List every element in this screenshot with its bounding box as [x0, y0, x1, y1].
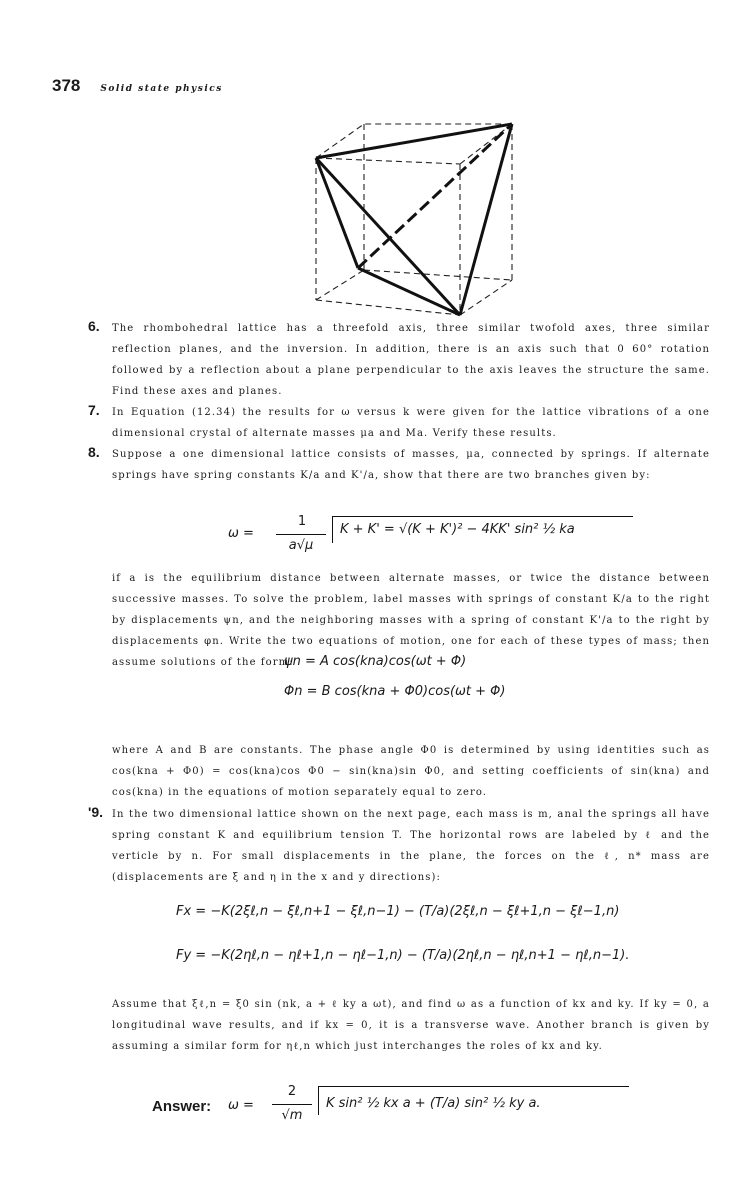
- rhombohedral-cube-icon: [300, 110, 530, 320]
- fraction-bar: [276, 534, 326, 535]
- problem-7: [88, 402, 710, 444]
- problem-number: 8.: [88, 444, 100, 460]
- problem-8: [88, 444, 710, 486]
- problem-text-intro: In the two dimensional lattice shown on the next page, each mass is m, anal the springs all have spring constant K and equilibrium tension T. The horizontal rows are labeled by ℓ and the verticle by n. For small displacements in the plane, the forces on the ℓ, n* mass are (displacements are ξ and η in the x and y directions):: [112, 809, 710, 883]
- problem-8-end: [112, 740, 710, 803]
- page-number: 378: [52, 76, 81, 95]
- problem-9-end: [112, 994, 710, 1057]
- answer-frac-den: √m: [281, 1108, 303, 1123]
- answer-body: K sin² ½ kx a + (T/a) sin² ½ ky a.: [326, 1096, 541, 1111]
- fx-equation: Fx = −K(2ξℓ,n − ξℓ,n+1 − ξℓ,n−1) − (T/a)(2ξℓ,n − ξℓ+1,n − ξℓ−1,n): [176, 904, 620, 919]
- omega-branches-equation: [228, 514, 648, 564]
- fy-equation: Fy = −K(2ηℓ,n − ηℓ+1,n − ηℓ−1,n) − (T/a)(2ηℓ,n − ηℓ,n+1 − ηℓ,n−1).: [176, 948, 630, 963]
- eq-omega-lhs: ω =: [228, 526, 254, 541]
- phi-solution-equation: Φn = B cos(kna + Φ0)cos(ωt + Φ): [284, 684, 506, 699]
- eq-body: K + K' = √(K + K')² − 4KK' sin² ½ ka: [340, 522, 575, 537]
- problem-9: [88, 804, 710, 888]
- answer-equation: [228, 1084, 648, 1134]
- problem-text-intro: Suppose a one dimensional lattice consists of masses, μa, connected by springs. If alternate springs have spring constants K/a and K'/a, show that there are two branches given by:: [112, 449, 710, 481]
- eq-frac-num: 1: [297, 514, 307, 529]
- problem-number: '9.: [88, 804, 104, 820]
- page-header: [52, 76, 223, 96]
- problem-text-middle: if a is the equilibrium distance between alternate masses, or twice the distance between successive masses. To solve the problem, label masses with springs of constant K/a to the right by displacements ψn, and the neighboring masses with a spring of constant K'/a to the right by displacements φn. Write the two equations of motion, one for each of these types of mass; then assume solutions of the form:: [112, 573, 710, 668]
- problem-6: [88, 318, 710, 402]
- problem-number: 7.: [88, 402, 100, 418]
- problem-text: In Equation (12.34) the results for ω versus k were given for the lattice vibrations of a one dimensional crystal of alternate masses μa and Ma. Verify these results.: [112, 407, 710, 439]
- answer-frac-num: 2: [287, 1084, 297, 1099]
- psi-solution-equation: ψn = A cos(kna)cos(ωt + Φ): [284, 654, 467, 669]
- problem-text-end: where A and B are constants. The phase angle Φ0 is determined by using identities such as cos(kna + Φ0) = cos(kna)cos Φ0 − sin(kna)sin Φ0, and setting coefficients of sin(kna) and cos(kna) in the equations of motion separately equal to zero.: [112, 745, 710, 798]
- problem-number: 6.: [88, 318, 100, 334]
- answer-label: Answer:: [152, 1098, 212, 1115]
- problem-text-end: Assume that ξℓ,n = ξ0 sin (nk, a + ℓ ky a ωt), and find ω as a function of kx and ky. If ky = 0, a longitudinal wave results, and if kx = 0, it is a transverse wave. Another branch is given by assuming a similar form for ηℓ,n which just interchanges the roles of kx and ky.: [112, 999, 710, 1052]
- fraction-bar: [272, 1104, 312, 1105]
- rhombohedral-figure: [300, 110, 530, 324]
- running-title: Solid state physics: [100, 84, 223, 94]
- answer-omega: ω =: [228, 1098, 254, 1113]
- eq-frac-den: a√μ: [288, 538, 314, 553]
- problem-text: The rhombohedral lattice has a threefold axis, three similar twofold axes, three similar reflection planes, and the inversion. In addition, there is an axis such that 0 60° rotation followed by a reflection about a plane perpendicular to the axis leaves the structure the same. Find these axes and planes.: [112, 323, 710, 397]
